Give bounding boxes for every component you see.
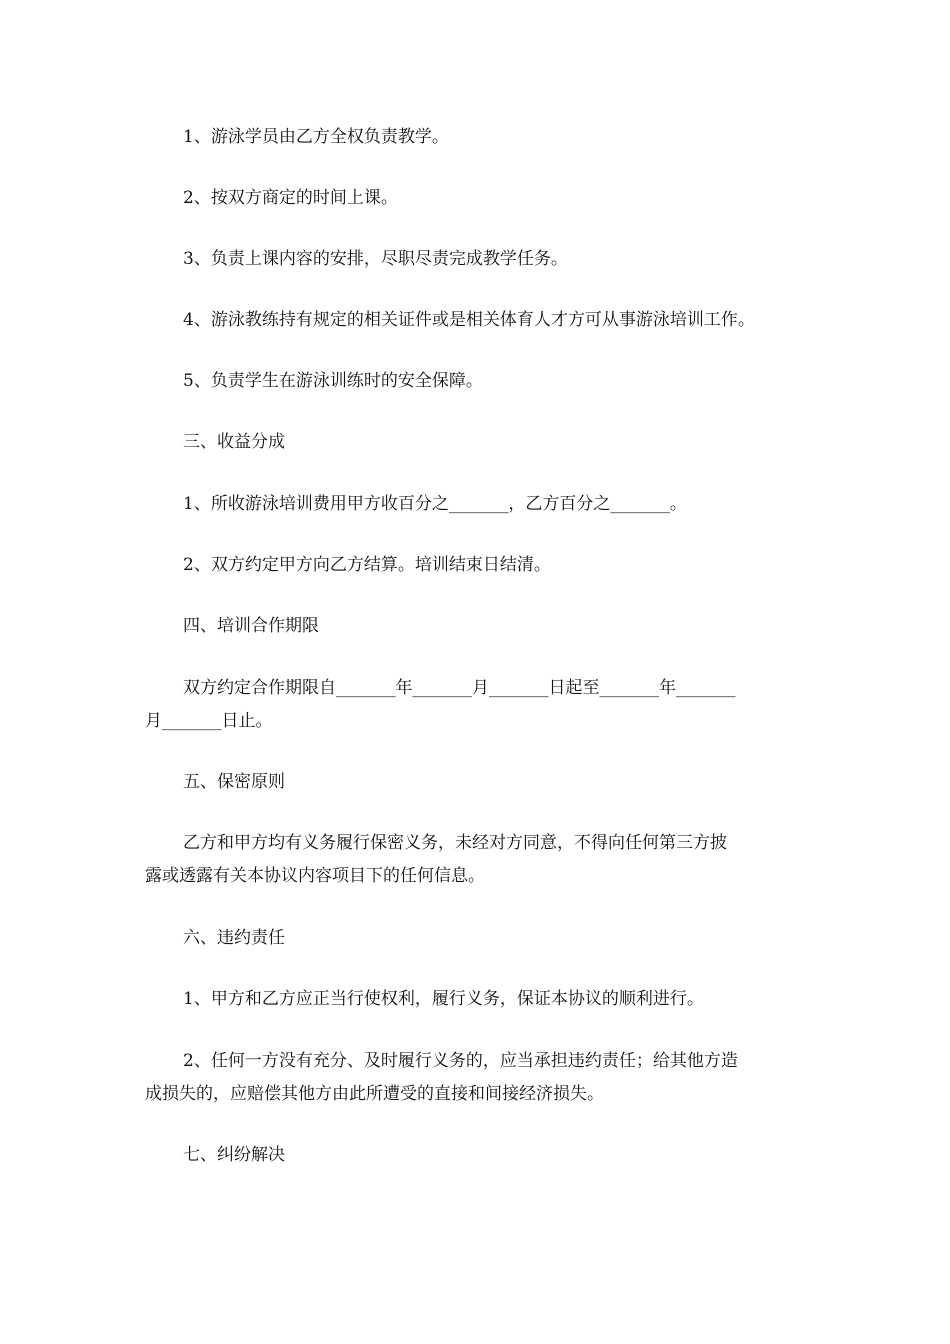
revenue-clause-2: 2、双方约定甲方向乙方结算。培训结束日结清。 — [183, 555, 551, 575]
section-heading-breach: 六、违约责任 — [183, 928, 285, 948]
clause-3-content: 3、负责上课内容的安排，尽职尽责完成教学任务。 — [183, 249, 568, 269]
clause-1-teaching: 1、游泳学员由乙方全权负责教学。 — [183, 127, 449, 147]
section-heading-term: 四、培训合作期限 — [183, 616, 319, 636]
term-clause-line-2: 月_______日止。 — [145, 711, 273, 731]
breach-clause-2-line-2: 成损失的，应赔偿其他方由此所遭受的直接和间接经济损失。 — [145, 1084, 604, 1104]
breach-clause-2-line-1: 2、任何一方没有充分、及时履行义务的，应当承担违约责任；给其他方造 — [183, 1051, 738, 1071]
breach-clause-1: 1、甲方和乙方应正当行使权利，履行义务，保证本协议的顺利进行。 — [183, 989, 704, 1009]
section-heading-confidentiality: 五、保密原则 — [183, 772, 285, 792]
clause-4-certificates: 4、游泳教练持有规定的相关证件或是相关体育人才方可从事游泳培训工作。 — [183, 310, 755, 330]
confidentiality-line-2: 露或透露有关本协议内容项目下的任何信息。 — [145, 866, 485, 886]
clause-2-schedule: 2、按双方商定的时间上课。 — [183, 188, 398, 208]
revenue-clause-1: 1、所收游泳培训费用甲方收百分之_______，乙方百分之_______。 — [183, 494, 687, 514]
section-heading-disputes: 七、纠纷解决 — [183, 1145, 285, 1165]
clause-5-safety: 5、负责学生在游泳训练时的安全保障。 — [183, 371, 483, 391]
term-clause-line-1: 双方约定合作期限自_______年_______月_______日起至_______年_______ — [183, 678, 736, 698]
confidentiality-line-1: 乙方和甲方均有义务履行保密义务，未经对方同意，不得向任何第三方披 — [183, 833, 727, 853]
section-heading-revenue: 三、收益分成 — [183, 432, 285, 452]
